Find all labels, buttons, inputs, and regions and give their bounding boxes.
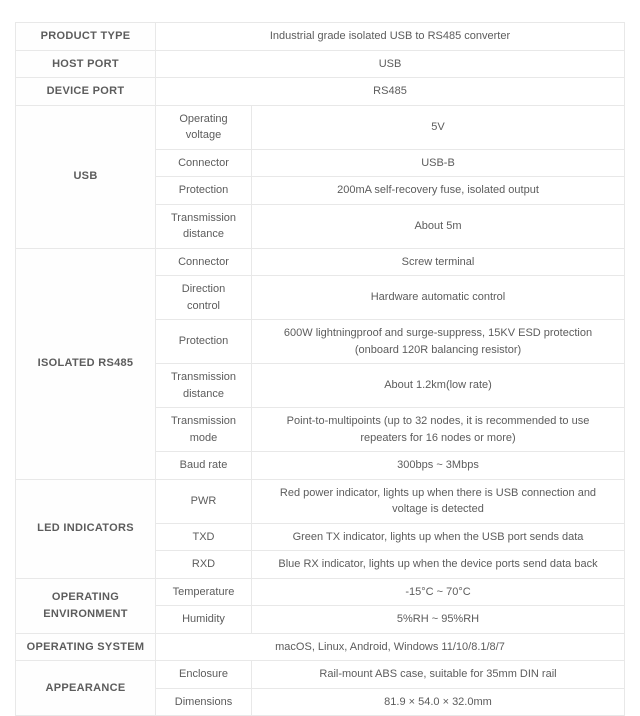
param-cell: Dimensions <box>156 688 252 716</box>
table-row <box>16 248 625 276</box>
param-cell: Protection <box>156 320 252 364</box>
value-cell: Red power indicator, lights up when there is USB connection and voltage is detected <box>252 479 625 523</box>
param-cell: Transmission distance <box>156 364 252 408</box>
value-cell: 5V <box>252 105 625 149</box>
value-cell: 300bps ~ 3Mbps <box>252 452 625 480</box>
value-cell: USB-B <box>252 149 625 177</box>
value-cell: macOS, Linux, Android, Windows 11/10/8.1/8/7 <box>156 633 625 661</box>
value-cell: About 5m <box>252 204 625 248</box>
value-cell: Green TX indicator, lights up when the USB port sends data <box>252 523 625 551</box>
table-row <box>16 78 625 106</box>
param-cell: PWR <box>156 479 252 523</box>
param-cell: Enclosure <box>156 661 252 689</box>
value-cell: Rail-mount ABS case, suitable for 35mm DIN rail <box>252 661 625 689</box>
table-row <box>16 50 625 78</box>
table-row <box>16 633 625 661</box>
table-row <box>16 23 625 51</box>
value-cell: 5%RH ~ 95%RH <box>252 606 625 634</box>
section-label-host-port: HOST PORT <box>16 50 156 78</box>
value-cell: Screw terminal <box>252 248 625 276</box>
value-cell: Hardware automatic control <box>252 276 625 320</box>
section-label-device-port: DEVICE PORT <box>16 78 156 106</box>
param-cell: Temperature <box>156 578 252 606</box>
section-label-product-type: PRODUCT TYPE <box>16 23 156 51</box>
param-cell: RXD <box>156 551 252 579</box>
param-cell: Direction control <box>156 276 252 320</box>
param-cell: Operating voltage <box>156 105 252 149</box>
section-label-operating-system: OPERATING SYSTEM <box>16 633 156 661</box>
section-label-operating-environment: OPERATING ENVIRONMENT <box>16 578 156 633</box>
value-cell: Blue RX indicator, lights up when the device ports send data back <box>252 551 625 579</box>
param-cell: Transmission mode <box>156 408 252 452</box>
value-cell: 200mA self-recovery fuse, isolated output <box>252 177 625 205</box>
section-label-led-indicators: LED INDICATORS <box>16 479 156 578</box>
table-row <box>16 578 625 606</box>
value-cell: -15°C ~ 70°C <box>252 578 625 606</box>
section-label-isolated-rs485: ISOLATED RS485 <box>16 248 156 479</box>
param-cell: Humidity <box>156 606 252 634</box>
spec-table <box>15 22 625 716</box>
table-row <box>16 661 625 689</box>
param-cell: Baud rate <box>156 452 252 480</box>
value-cell: About 1.2km(low rate) <box>252 364 625 408</box>
table-row <box>16 479 625 523</box>
param-cell: Connector <box>156 149 252 177</box>
section-label-usb: USB <box>16 105 156 248</box>
param-cell: TXD <box>156 523 252 551</box>
param-cell: Protection <box>156 177 252 205</box>
table-row <box>16 105 625 149</box>
value-cell: 600W lightningproof and surge-suppress, 15KV ESD protection (onboard 120R balancing resistor) <box>252 320 625 364</box>
value-cell: USB <box>156 50 625 78</box>
value-cell: RS485 <box>156 78 625 106</box>
param-cell: Connector <box>156 248 252 276</box>
param-cell: Transmission distance <box>156 204 252 248</box>
value-cell: 81.9 × 54.0 × 32.0mm <box>252 688 625 716</box>
section-label-appearance: APPEARANCE <box>16 661 156 716</box>
value-cell: Industrial grade isolated USB to RS485 converter <box>156 23 625 51</box>
value-cell: Point-to-multipoints (up to 32 nodes, it is recommended to use repeaters for 16 nodes or more) <box>252 408 625 452</box>
